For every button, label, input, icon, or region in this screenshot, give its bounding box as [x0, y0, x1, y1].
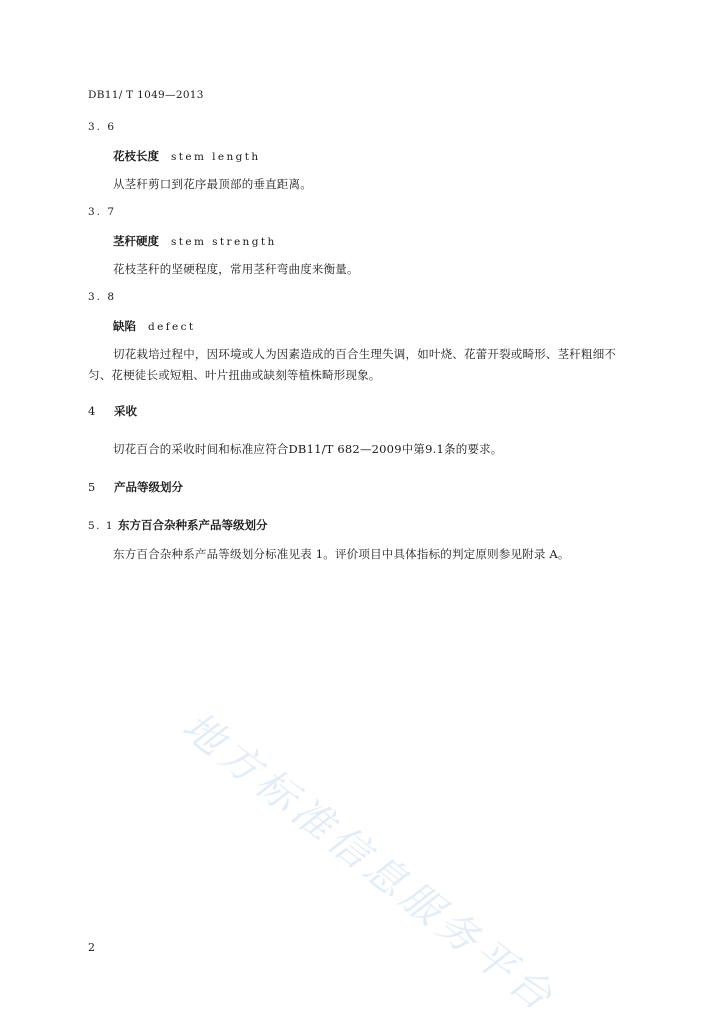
clause-number-3-7: 3. 7	[88, 206, 117, 218]
definition-3-8-line-2: 匀、花梗徒长或短粗、叶片扭曲或缺刻等植株畸形现象。	[88, 368, 381, 382]
chapter-heading-4	[88, 403, 137, 419]
subclause-title: 东方百合杂种系产品等级划分	[118, 518, 268, 532]
term-english: stem strength	[171, 236, 277, 248]
term-entry-3-6	[113, 148, 261, 164]
subclause-5-1-body: 东方百合杂种系产品等级划分标准见表 1。评价项目中具体指标的判定原则参见附录 A。	[113, 547, 570, 561]
page-number: 2	[88, 941, 95, 954]
subclause-number: 5. 1	[88, 520, 115, 532]
term-chinese: 缺陷	[113, 319, 136, 333]
term-english: defect	[148, 321, 196, 333]
chapter-title: 产品等级划分	[114, 480, 183, 494]
chapter-number: 5	[88, 480, 96, 494]
chapter-title: 采收	[114, 404, 137, 418]
clause-number-3-6: 3. 6	[88, 121, 117, 133]
definition-3-7: 花枝茎秆的坚硬程度，常用茎秆弯曲度来衡量。	[113, 262, 359, 276]
chapter-number: 4	[88, 404, 96, 418]
document-code-header: DB11/ T 1049—2013	[88, 89, 204, 101]
term-entry-3-7	[113, 233, 277, 249]
term-chinese: 花枝长度	[113, 149, 159, 163]
clause-number-3-8: 3. 8	[88, 291, 117, 303]
subclause-heading-5-1	[88, 517, 268, 533]
chapter-4-body: 切花百合的采收时间和标准应符合DB11/T 682—2009中第9.1条的要求。	[113, 442, 503, 456]
term-entry-3-8	[113, 318, 196, 334]
term-chinese: 茎秆硬度	[113, 234, 159, 248]
term-english: stem length	[171, 151, 261, 163]
chapter-heading-5	[88, 479, 183, 495]
definition-3-6: 从茎秆剪口到花序最顶部的垂直距离。	[113, 177, 312, 191]
watermark: 地方标准信息服务平台	[173, 703, 565, 1023]
definition-3-8-line-1: 切花栽培过程中，因环境或人为因素造成的百合生理失调，如叶烧、花蕾开裂或畸形、茎秆粗细不	[113, 347, 617, 361]
